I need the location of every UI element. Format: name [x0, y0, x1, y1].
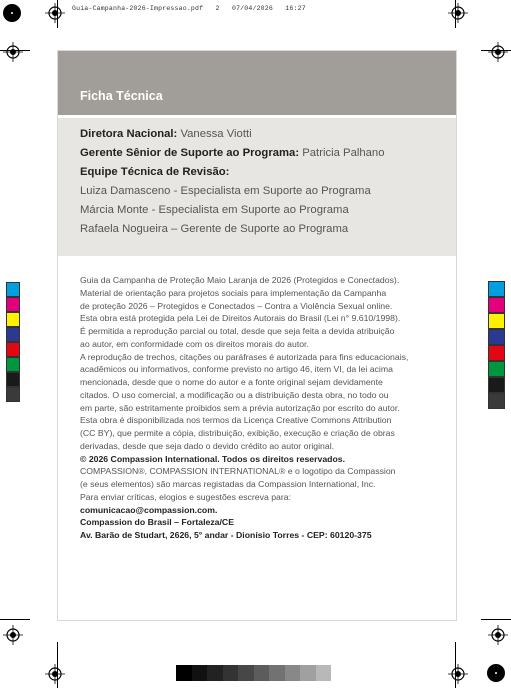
color-swatch	[6, 282, 20, 297]
crop-mark	[455, 642, 456, 688]
body-line: derivadas, desde que seja dado o devido crédito ao autor original.	[80, 440, 335, 451]
body-line: ao autor, em conformidade com os direitos morais do autor.	[80, 338, 309, 349]
gray-swatch	[285, 665, 301, 681]
color-swatch	[6, 327, 20, 342]
team-member: Rafaela Nogueira – Gerente de Suporte ao Programa	[80, 223, 349, 235]
slug-date: 07/04/2026	[231, 5, 273, 12]
registration-mark-icon	[3, 625, 23, 645]
corner-dot-top-left-icon	[3, 4, 21, 22]
slug-page: 2	[215, 5, 220, 12]
color-swatch	[6, 297, 20, 312]
body-line: em parte, são estritamente proibidos sem a prévia autorização por escrito do autor.	[80, 402, 400, 413]
body-line: acadêmicos ou informativos, conforme previsto no artigo 46, item VI, da lei acima	[80, 364, 393, 375]
crop-mark	[481, 619, 511, 620]
team-member: Luiza Damasceno - Especialista em Suporte ao Programa	[80, 185, 371, 197]
credit-name: Vanessa Viotti	[180, 128, 252, 140]
print-slug	[72, 5, 306, 12]
slug-filename: Guia-Campanha-2026-Impressao.pdf	[72, 5, 204, 12]
gray-swatch	[254, 665, 270, 681]
credits	[80, 125, 385, 239]
body-line: mencionada, desde que o nome do autor e a fonte original sejam devidamente	[80, 377, 383, 387]
org-address: Av. Barão de Studart, 2626, 5° andar - Dionísio Torres - CEP: 60120-375	[80, 530, 372, 540]
body-line: A reprodução de trechos, citações ou paráfrases é autorizada para fins educacionais,	[80, 351, 409, 362]
body-line: Material de orientação para projetos sociais para implementação da Campanha	[80, 287, 387, 298]
registration-mark-icon	[45, 664, 65, 684]
credits-band	[58, 118, 456, 256]
color-swatch	[6, 357, 20, 372]
color-bar-left	[6, 282, 20, 402]
copyright-line: © 2026 Compassion International. Todos os direitos reservados.	[80, 453, 346, 464]
crop-mark	[481, 50, 511, 51]
gray-swatch	[223, 665, 239, 681]
color-swatch	[488, 377, 505, 393]
feedback-line: Para enviar críticas, elogios e sugestões escreva para:	[80, 491, 292, 502]
corner-dot-bottom-right-icon	[487, 664, 505, 682]
body-line: Esta obra é disponibilizada nos termos da Licença Creative Commons Attribution	[80, 415, 392, 426]
contact-email: comunicacao@compassion.com.	[80, 504, 218, 515]
body-line: É permitida a reprodução parcial ou total, desde que seja feita a devida atribuição	[80, 326, 395, 336]
crop-mark	[455, 0, 456, 28]
color-bar-right	[488, 281, 505, 409]
registration-mark-icon	[488, 42, 508, 62]
color-swatch	[488, 281, 505, 297]
header-band	[58, 51, 456, 115]
color-swatch	[6, 342, 20, 357]
registration-mark-icon	[448, 664, 468, 684]
registration-mark-icon	[448, 3, 468, 23]
team-member: Márcia Monte - Especialista em Suporte ao Programa	[80, 204, 349, 216]
credit-role: Diretora Nacional:	[80, 128, 178, 140]
crop-mark	[0, 619, 30, 620]
page	[57, 50, 457, 621]
gray-swatch	[300, 665, 316, 681]
gray-swatch	[269, 665, 285, 681]
gray-swatch	[316, 665, 332, 681]
gray-swatch	[192, 665, 208, 681]
legal-text	[80, 274, 440, 542]
trademark-line: COMPASSION®, COMPASSION INTERNATIONAL® e o logotipo da Compassion	[80, 466, 396, 477]
body-line: (CC BY), que permite a cópia, distribuição, exibição, execução e criação de obras	[80, 428, 395, 438]
gray-swatch	[176, 665, 192, 681]
color-swatch	[6, 372, 20, 387]
org-name: Compassion do Brasil – Fortaleza/CE	[80, 517, 234, 528]
color-swatch	[488, 393, 505, 409]
crop-mark	[57, 0, 58, 28]
body-line: citados. O uso comercial, a modificação ou a distribuição desta obra, no todo ou	[80, 389, 389, 400]
color-swatch	[488, 313, 505, 329]
gray-scale-strip	[176, 665, 331, 681]
credit-manager	[80, 144, 385, 163]
page-title: Ficha Técnica	[80, 89, 163, 103]
registration-mark-icon	[45, 3, 65, 23]
body-line: Guia da Campanha de Proteção Maio Laranja de 2026 (Protegidos e Conectados).	[80, 275, 400, 285]
body-line: Esta obra está protegida pela Lei de Direitos Autorais do Brasil (Lei n° 9.610/1998).	[80, 313, 401, 324]
credit-director	[80, 125, 385, 144]
color-swatch	[6, 312, 20, 327]
slug-time: 16:27	[285, 5, 306, 12]
credit-team	[80, 163, 385, 182]
registration-mark-icon	[488, 625, 508, 645]
color-swatch	[488, 361, 505, 377]
gray-swatch	[238, 665, 254, 681]
credit-role: Equipe Técnica de Revisão:	[80, 166, 230, 178]
credit-role: Gerente Sênior de Suporte ao Programa:	[80, 147, 300, 159]
color-swatch	[488, 297, 505, 313]
crop-mark	[57, 642, 58, 688]
gray-swatch	[207, 665, 223, 681]
credit-name: Patricia Palhano	[302, 147, 385, 159]
body-line: de proteção 2026 – Protegidos e Conectados – Contra a Violência Sexual online.	[80, 300, 393, 311]
color-swatch	[488, 345, 505, 361]
color-swatch	[488, 329, 505, 345]
registration-mark-icon	[3, 42, 23, 62]
color-swatch	[6, 387, 20, 402]
crop-mark	[0, 50, 30, 51]
trademark-line: (e seus elementos) são marcas registadas da Compassion International, Inc.	[80, 479, 376, 489]
